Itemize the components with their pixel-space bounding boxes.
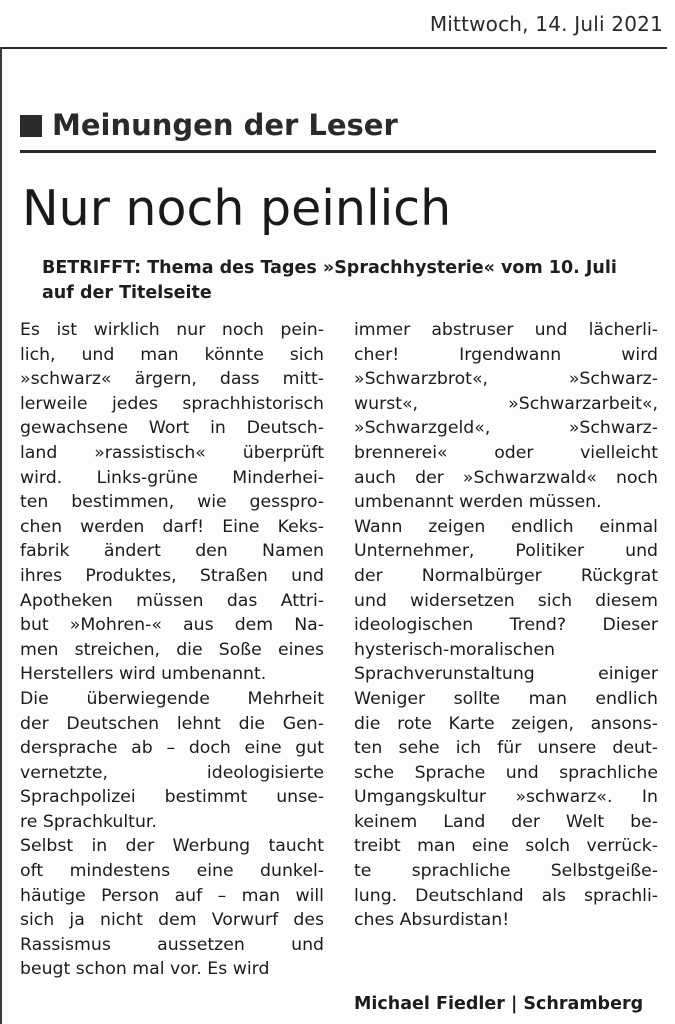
article-text-line: keinem Land der Welt be-	[354, 811, 658, 832]
subject-line: BETRIFFT: Thema des Tages »Sprachhysterie« vom 10. Juli	[42, 258, 617, 278]
subject-line: auf der Titelseite	[42, 283, 212, 303]
article-text-line: Es ist wirklich nur noch pein-	[20, 320, 324, 340]
article-text-line: Weniger sollte man endlich	[354, 688, 658, 709]
article-column-left	[20, 318, 324, 982]
article-text-line: wird. Links-grüne Minderhei-	[20, 467, 324, 488]
article-text-line: land »rassistisch« überprüft	[20, 442, 324, 463]
article-text-line: wurst«, »Schwarzarbeit«,	[354, 393, 658, 414]
article-text-line: lerweile jedes sprachhistorisch	[20, 393, 324, 414]
article-text-line: beugt schon mal vor. Es wird	[20, 959, 270, 980]
article-text-line: umbenannt werden müssen.	[354, 492, 602, 513]
article-text-line: Sprachverunstaltung einiger	[354, 664, 658, 685]
header-rule	[0, 47, 667, 49]
section-header	[20, 108, 656, 150]
article-text-line: sich ja nicht dem Vorwurf des	[20, 910, 324, 931]
article-text-line: ches Absurdistan!	[354, 910, 510, 931]
article-text-line: Sprachpolizei bestimmt unse-	[20, 787, 324, 808]
article-text-line: ideologischen Trend? Dieser	[354, 615, 658, 636]
article-text-line: immer abstruser und lächerli-	[354, 320, 658, 340]
article-text-line: »Schwarzgeld«, »Schwarz-	[354, 418, 658, 439]
article-text-line: lung. Deutschland als sprachli-	[354, 885, 658, 906]
article-text-line: Wann zeigen endlich einmal	[354, 516, 658, 537]
article-column-right	[354, 318, 658, 933]
article-text-line: auch der »Schwarzwald« noch	[354, 467, 658, 488]
article-text-line: »schwarz« ärgern, dass mitt-	[20, 369, 324, 390]
article-text-line: vernetzte, ideologisierte	[20, 762, 324, 783]
section-rule	[20, 150, 656, 153]
article-text-line: hysterisch-moralischen	[354, 639, 555, 660]
article-text-line: Umgangskultur »schwarz«. In	[354, 787, 658, 808]
article-text-line: häutige Person auf – man will	[20, 885, 324, 906]
article-subject	[42, 256, 662, 306]
article-text-line: treibt man eine solch verrück-	[354, 836, 658, 857]
page-edge-rule	[0, 47, 2, 1024]
article-text-line: gewachsene Wort in Deutsch-	[20, 418, 324, 439]
section-title: Meinungen der Leser	[52, 108, 398, 142]
article-text-line: und widersetzen sich diesem	[354, 590, 658, 611]
article-text-line: te sprachliche Selbstgeiße-	[354, 861, 658, 882]
article-text-line: Unternehmer, Politiker und	[354, 541, 658, 562]
article-text-line: sche Sprache und sprachliche	[354, 762, 658, 783]
article-text-line: ten bestimmen, wie gesspro-	[20, 492, 324, 513]
article-text-line: die rote Karte zeigen, ansons-	[354, 713, 658, 734]
issue-date: Mittwoch, 14. Juli 2021	[429, 12, 663, 36]
article-text-line: der Normalbürger Rückgrat	[354, 565, 658, 586]
section-square-icon	[20, 115, 42, 137]
article-text-line: oft mindestens eine dunkel-	[20, 861, 324, 882]
article-text-line: Die überwiegende Mehrheit	[20, 688, 324, 709]
article-text-line: cher! Irgendwann wird	[354, 344, 658, 365]
article-text-line: brennerei« oder vielleicht	[354, 442, 658, 463]
article-text-line: Rassismus aussetzen und	[20, 934, 324, 955]
article-text-line: re Sprachkultur.	[20, 811, 157, 832]
article-text-line: lich, und man könnte sich	[20, 344, 324, 365]
article-text-line: ten sehe ich für unsere deut-	[354, 738, 658, 759]
article-text-line: Apotheken müssen das Attri-	[20, 590, 324, 611]
article-text-line: but »Mohren-« aus dem Na-	[20, 615, 324, 636]
article-text-line: fabrik ändert den Namen	[20, 541, 324, 562]
article-text-line: Herstellers wird umbenannt.	[20, 664, 267, 685]
article-headline: Nur noch peinlich	[22, 180, 452, 237]
article-text-line: Selbst in der Werbung taucht	[20, 836, 324, 857]
article-text-line: ihres Produktes, Straßen und	[20, 565, 324, 586]
article-text-line: der Deutschen lehnt die Gen-	[20, 713, 324, 734]
article-text-line: »Schwarzbrot«, »Schwarz-	[354, 369, 658, 390]
article-text-line: chen werden darf! Eine Keks-	[20, 516, 324, 537]
article-text-line: dersprache ab – doch eine gut	[20, 738, 324, 759]
author-signature: Michael Fiedler | Schramberg	[354, 994, 644, 1014]
article-text-line: men streichen, die Soße eines	[20, 639, 324, 660]
